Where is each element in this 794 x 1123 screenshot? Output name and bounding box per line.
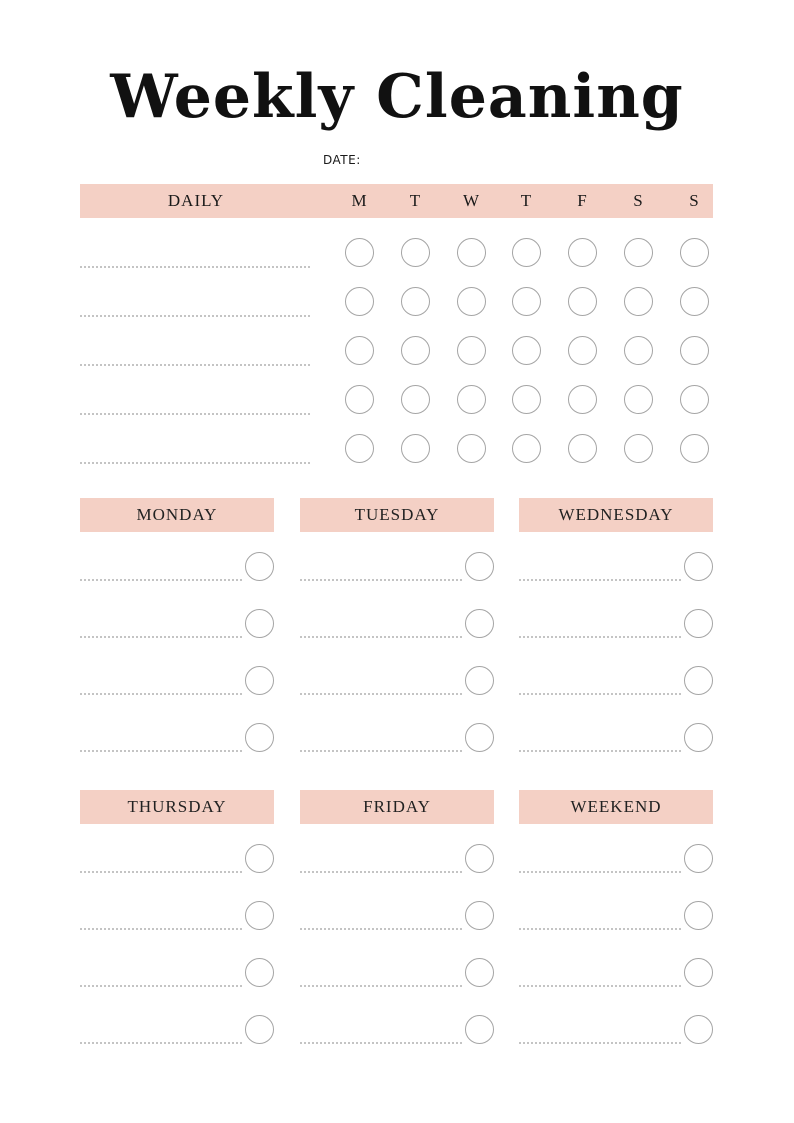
daily-checkbox[interactable]: [401, 287, 430, 316]
task-checkbox[interactable]: [684, 666, 713, 695]
daily-day-0: M: [351, 191, 367, 210]
daily-checkbox[interactable]: [624, 287, 653, 316]
section-header-tuesday: [300, 498, 494, 532]
daily-checkbox[interactable]: [624, 238, 653, 267]
daily-checkbox[interactable]: [345, 287, 374, 316]
task-line[interactable]: [300, 693, 462, 695]
task-checkbox[interactable]: [684, 901, 713, 930]
task-line[interactable]: [80, 928, 242, 930]
daily-checkbox[interactable]: [512, 287, 541, 316]
task-checkbox[interactable]: [465, 1015, 494, 1044]
task-checkbox[interactable]: [245, 844, 274, 873]
daily-day-3: T: [520, 191, 532, 210]
task-checkbox[interactable]: [465, 609, 494, 638]
daily-checkbox[interactable]: [457, 238, 486, 267]
daily-checkbox[interactable]: [512, 434, 541, 463]
section-label: WEEKEND: [570, 797, 662, 816]
task-line[interactable]: [519, 693, 681, 695]
section-label: THURSDAY: [127, 797, 227, 816]
task-line[interactable]: [519, 871, 681, 873]
daily-checkbox[interactable]: [401, 385, 430, 414]
daily-checkbox[interactable]: [345, 238, 374, 267]
task-checkbox[interactable]: [684, 552, 713, 581]
task-checkbox[interactable]: [245, 609, 274, 638]
section-header-monday: [80, 498, 274, 532]
daily-checkbox[interactable]: [401, 238, 430, 267]
daily-day-1: T: [409, 191, 421, 210]
task-checkbox[interactable]: [245, 666, 274, 695]
task-checkbox[interactable]: [465, 723, 494, 752]
daily-checkbox[interactable]: [568, 238, 597, 267]
section-label: TUESDAY: [354, 505, 440, 524]
daily-checkbox[interactable]: [512, 385, 541, 414]
daily-label: DAILY: [167, 191, 225, 210]
task-checkbox[interactable]: [465, 844, 494, 873]
daily-task-line[interactable]: [80, 266, 310, 268]
section-header-friday: [300, 790, 494, 824]
daily-day-5: S: [633, 191, 643, 210]
task-checkbox[interactable]: [684, 609, 713, 638]
task-checkbox[interactable]: [684, 1015, 713, 1044]
task-line[interactable]: [300, 579, 462, 581]
daily-task-line[interactable]: [80, 413, 310, 415]
daily-checkbox[interactable]: [568, 287, 597, 316]
daily-checkbox[interactable]: [680, 287, 709, 316]
task-line[interactable]: [300, 871, 462, 873]
daily-day-2: W: [462, 191, 480, 210]
task-line[interactable]: [300, 985, 462, 987]
daily-checkbox[interactable]: [624, 434, 653, 463]
date-label: DATE:: [323, 153, 361, 167]
section-label: FRIDAY: [363, 797, 431, 816]
task-line[interactable]: [519, 750, 681, 752]
page-title: Weekly Cleaning: [110, 62, 684, 132]
daily-checkbox[interactable]: [401, 336, 430, 365]
section-header-wednesday: [519, 498, 713, 532]
task-checkbox[interactable]: [245, 958, 274, 987]
daily-checkbox[interactable]: [680, 238, 709, 267]
daily-checkbox[interactable]: [457, 434, 486, 463]
task-checkbox[interactable]: [684, 723, 713, 752]
task-checkbox[interactable]: [684, 844, 713, 873]
daily-checkbox[interactable]: [624, 336, 653, 365]
daily-checkbox[interactable]: [680, 434, 709, 463]
daily-checkbox[interactable]: [512, 336, 541, 365]
task-line[interactable]: [300, 928, 462, 930]
section-header-weekend: [519, 790, 713, 824]
daily-task-line[interactable]: [80, 315, 310, 317]
section-label: MONDAY: [136, 505, 218, 524]
daily-day-6: S: [689, 191, 699, 210]
task-checkbox[interactable]: [465, 552, 494, 581]
daily-checkbox[interactable]: [568, 336, 597, 365]
task-checkbox[interactable]: [684, 958, 713, 987]
task-line[interactable]: [519, 985, 681, 987]
daily-checkbox[interactable]: [680, 336, 709, 365]
daily-checkbox[interactable]: [401, 434, 430, 463]
daily-checkbox[interactable]: [680, 385, 709, 414]
task-line[interactable]: [300, 636, 462, 638]
task-line[interactable]: [519, 636, 681, 638]
task-checkbox[interactable]: [245, 1015, 274, 1044]
task-line[interactable]: [519, 579, 681, 581]
task-line[interactable]: [80, 693, 242, 695]
daily-checkbox[interactable]: [457, 385, 486, 414]
daily-checkbox[interactable]: [457, 336, 486, 365]
daily-checkbox[interactable]: [568, 434, 597, 463]
task-checkbox[interactable]: [245, 723, 274, 752]
daily-day-4: F: [577, 191, 587, 210]
daily-checkbox[interactable]: [345, 336, 374, 365]
section-label: WEDNESDAY: [558, 505, 674, 524]
daily-checkbox[interactable]: [345, 385, 374, 414]
daily-checkbox[interactable]: [624, 385, 653, 414]
daily-checkbox[interactable]: [345, 434, 374, 463]
task-line[interactable]: [80, 750, 242, 752]
daily-checkbox[interactable]: [568, 385, 597, 414]
task-line[interactable]: [80, 636, 242, 638]
task-line[interactable]: [80, 871, 242, 873]
task-line[interactable]: [80, 985, 242, 987]
task-line[interactable]: [519, 1042, 681, 1044]
task-line[interactable]: [300, 1042, 462, 1044]
daily-task-line[interactable]: [80, 364, 310, 366]
daily-checkbox[interactable]: [512, 238, 541, 267]
task-checkbox[interactable]: [245, 901, 274, 930]
task-line[interactable]: [519, 928, 681, 930]
task-checkbox[interactable]: [465, 666, 494, 695]
task-line[interactable]: [80, 1042, 242, 1044]
task-line[interactable]: [300, 750, 462, 752]
task-checkbox[interactable]: [465, 958, 494, 987]
daily-checkbox[interactable]: [457, 287, 486, 316]
section-header-thursday: [80, 790, 274, 824]
task-checkbox[interactable]: [245, 552, 274, 581]
task-checkbox[interactable]: [465, 901, 494, 930]
daily-task-line[interactable]: [80, 462, 310, 464]
task-line[interactable]: [80, 579, 242, 581]
